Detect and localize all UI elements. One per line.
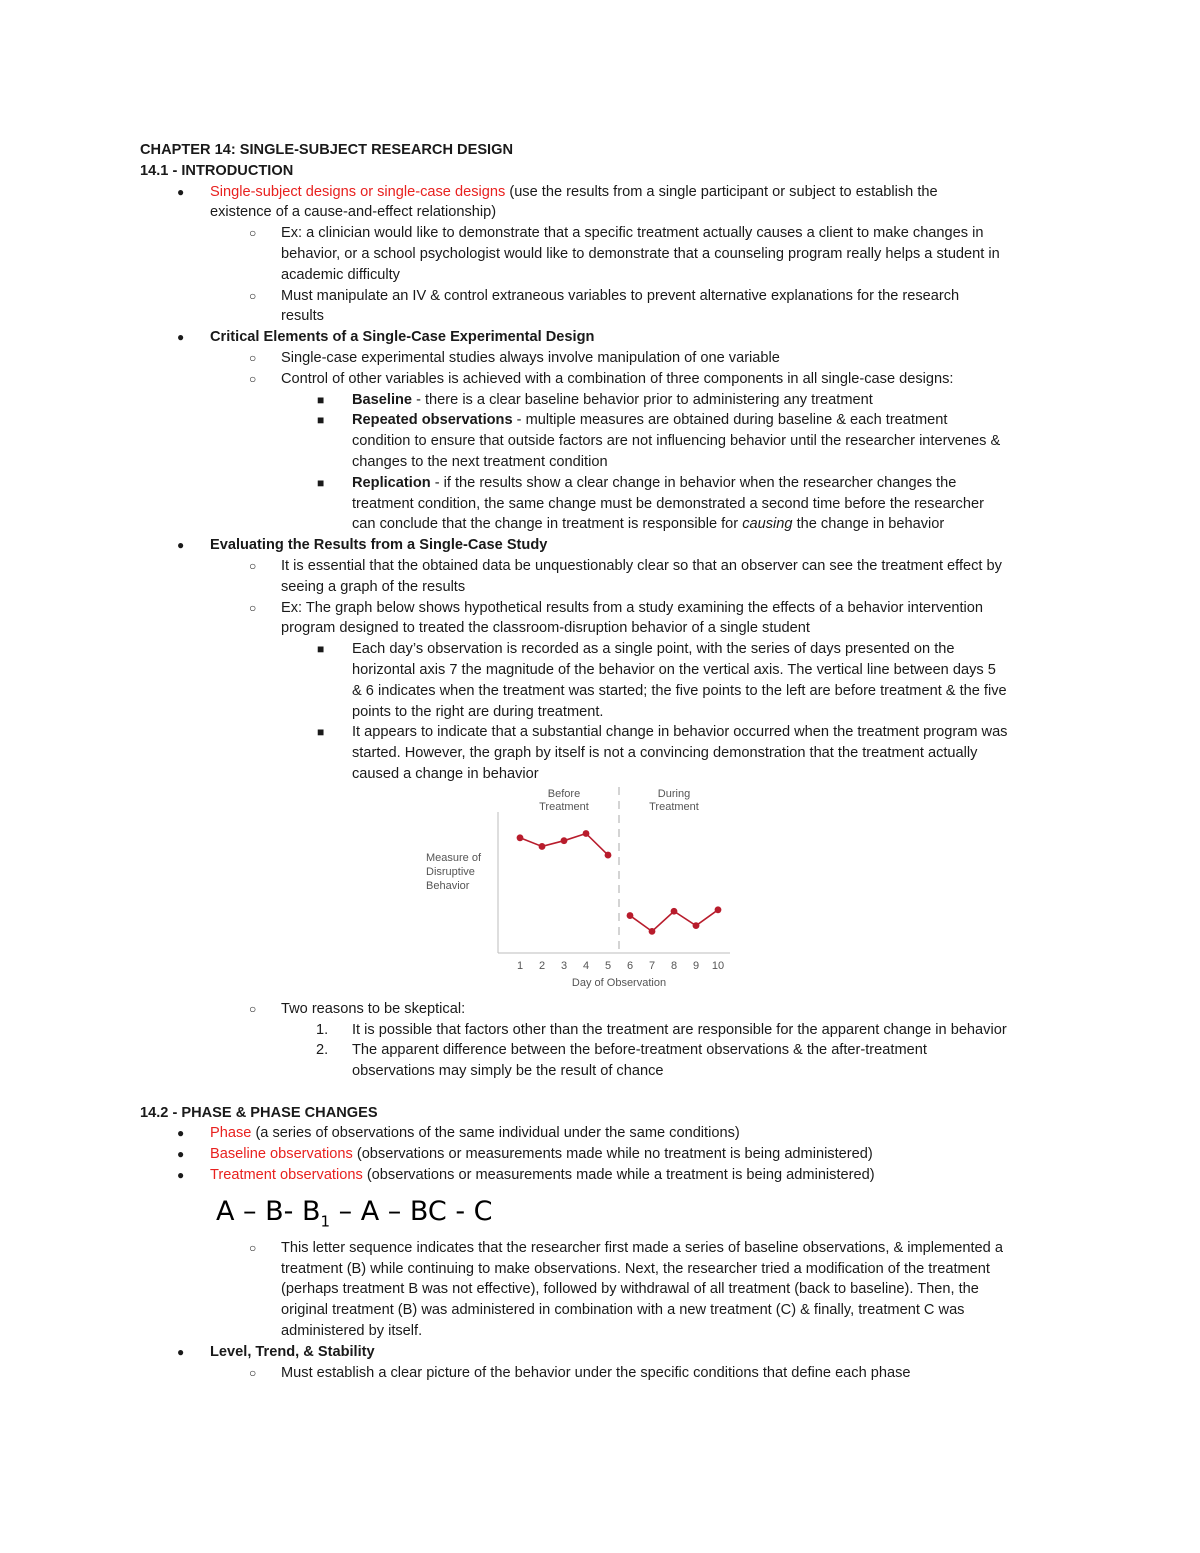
y-axis-label: Disruptive <box>426 865 475 878</box>
chapter-title: CHAPTER 14: SINGLE-SUBJECT RESEARCH DESIGN <box>140 142 514 158</box>
x-tick-label: 4 <box>582 959 590 972</box>
list-item-continuation: seeing a graph of the results <box>281 578 466 595</box>
square-marker: ■ <box>317 413 325 428</box>
definition-text: (observations or measurements made while a treatment is being administered) <box>362 1167 875 1184</box>
x-tick-label: 2 <box>538 959 546 972</box>
data-point <box>715 906 722 913</box>
x-tick-label: 8 <box>670 959 678 972</box>
list-item <box>140 182 1070 203</box>
circle-marker: ○ <box>249 1001 257 1016</box>
item-text: It is essential that the obtained data be unquestionably clear so that an observer can see the treatment effect by <box>281 557 1002 574</box>
data-point <box>627 912 634 919</box>
phase-label-before: Before <box>547 787 581 800</box>
numbered-item <box>140 1020 1070 1041</box>
term-baseline-observations: Baseline observations <box>210 1146 353 1163</box>
item-text: Must manipulate an IV & control extraneous variables to prevent alternative explanations for the research <box>281 287 960 304</box>
x-tick-label: 1 <box>516 959 524 972</box>
square-marker: ■ <box>317 475 325 490</box>
document-page <box>140 140 1070 1383</box>
circle-marker: ○ <box>249 1240 257 1255</box>
circle-marker: ○ <box>249 371 257 386</box>
list-item <box>140 410 1070 431</box>
x-tick-label: 9 <box>692 959 700 972</box>
bullet-marker: ● <box>177 1147 185 1162</box>
item-text: The apparent difference between the before-treatment observations & the after-treatment <box>352 1042 927 1059</box>
list-item <box>140 348 1070 369</box>
circle-marker: ○ <box>249 350 257 365</box>
formula-subscript: 1 <box>320 1212 331 1231</box>
list-item-continuation <box>140 514 1070 535</box>
definition-text: - multiple measures are obtained during baseline & each treatment <box>512 412 948 429</box>
data-point <box>671 908 678 915</box>
phase-label-during: During <box>657 787 691 800</box>
spacer <box>140 1082 1070 1103</box>
circle-marker: ○ <box>249 1365 257 1380</box>
data-point <box>583 830 590 837</box>
list-item <box>140 722 1070 743</box>
circle-marker: ○ <box>249 226 257 241</box>
square-marker: ■ <box>317 642 325 657</box>
bullet-marker: ● <box>177 330 185 345</box>
subheading-level-trend-stability: Level, Trend, & Stability <box>210 1343 375 1360</box>
term-baseline: Baseline <box>352 391 413 408</box>
bullet-marker: ● <box>177 1168 185 1183</box>
item-number: 2. <box>316 1042 329 1059</box>
circle-marker: ○ <box>249 558 257 573</box>
formula-part: – A – BC - C <box>330 1195 493 1227</box>
list-item-continuation: results <box>281 308 324 325</box>
bullet-marker: ● <box>177 184 185 199</box>
series-line-before <box>520 833 608 855</box>
item-text: Each day’s observation is recorded as a single point, with the series of days presented on the <box>352 641 955 658</box>
formula-part: A – B- B <box>216 1195 321 1227</box>
list-item-continuation: program designed to treated the classroom-disruption behavior of a single student <box>281 620 810 637</box>
subheading-critical-elements: Critical Elements of a Single-Case Experimental Design <box>210 329 595 346</box>
phase-sequence-formula <box>140 1186 1070 1238</box>
disruptive-behavior-chart <box>280 785 725 995</box>
data-point <box>605 851 612 858</box>
list-item-continuation: treatment condition, the same change must be demonstrated a second time before the researcher <box>352 495 984 512</box>
list-item-continuation: caused a change in behavior <box>352 765 539 782</box>
square-marker: ■ <box>317 392 325 407</box>
list-item <box>140 556 1070 577</box>
x-axis-label: Day of Observation <box>571 976 667 989</box>
phase-label-during: Treatment <box>649 800 699 813</box>
list-item <box>140 327 1070 348</box>
term-single-subject-designs: Single-subject designs or single-case designs <box>210 183 506 200</box>
circle-marker: ○ <box>249 600 257 615</box>
circle-marker: ○ <box>249 288 257 303</box>
item-text: It is possible that factors other than the treatment are responsible for the apparent change in behavior <box>352 1021 1007 1038</box>
list-item-continuation: observations may simply be the result of chance <box>352 1063 664 1080</box>
item-text: This letter sequence indicates that the researcher first made a series of baseline observations, & implemented a <box>281 1239 1003 1256</box>
bullet-marker: ● <box>177 1126 185 1141</box>
definition-text: - there is a clear baseline behavior prior to administering any treatment <box>412 391 873 408</box>
example-text: Ex: a clinician would like to demonstrate that a specific treatment actually causes a client to make changes in <box>281 225 984 242</box>
data-point <box>561 837 568 844</box>
term-repeated-observations: Repeated observations <box>352 412 513 429</box>
term-phase: Phase <box>210 1125 252 1142</box>
list-item <box>140 1123 1070 1144</box>
chart-container <box>140 785 1070 999</box>
list-item-continuation: (perhaps treatment B was not effective), followed by withdrawal of all treatment (back to baseline). Then, the <box>281 1281 979 1298</box>
x-tick-label: 7 <box>648 959 656 972</box>
term-replication: Replication <box>352 474 431 491</box>
list-item-continuation: started. However, the graph by itself is not a convincing demonstration that the treatment actually <box>352 745 978 762</box>
subheading-evaluating-results: Evaluating the Results from a Single-Case Study <box>210 537 548 554</box>
data-point <box>539 843 546 850</box>
list-item-continuation: condition to ensure that outside factors are not influencing behavior until the researcher intervenes & <box>352 433 1001 450</box>
list-item-continuation: original treatment (B) was administered in combination with a new treatment (C) & finally, treatment C was <box>281 1302 965 1319</box>
text-run: can conclude that the change in treatment is responsible for <box>352 516 743 533</box>
list-item-continuation: changes to the next treatment condition <box>352 453 608 470</box>
x-tick-label: 5 <box>604 959 612 972</box>
item-text: Ex: The graph below shows hypothetical results from a study examining the effects of a behavior intervention <box>281 599 983 616</box>
list-item-continuation: horizontal axis 7 the magnitude of the behavior on the vertical axis. The vertical line between days 5 <box>352 661 996 678</box>
data-point <box>649 928 656 935</box>
data-point <box>517 834 524 841</box>
list-item-continuation: & 6 indicates when the treatment was started; the five points to the left are before treatment & the five <box>352 682 1007 699</box>
section-heading-14-1: 14.1 - INTRODUCTION <box>140 162 294 179</box>
x-tick-label: 3 <box>560 959 568 972</box>
y-axis-label: Measure of <box>426 851 482 864</box>
list-item <box>140 369 1070 390</box>
definition-text: (use the results from a single participant or subject to establish the <box>505 183 938 200</box>
list-item <box>140 1238 1070 1259</box>
x-tick-label: 10 <box>711 959 725 972</box>
list-item-continuation: behavior, or a school psychologist would like to demonstrate that a counseling program really helps a student in <box>281 245 1000 262</box>
definition-text: (observations or measurements made while no treatment is being administered) <box>352 1146 873 1163</box>
list-item-continuation: existence of a cause-and-effect relationship) <box>210 204 497 221</box>
item-text: Two reasons to be skeptical: <box>281 1000 466 1017</box>
list-item <box>140 639 1070 660</box>
x-tick-label: 6 <box>626 959 634 972</box>
bullet-marker: ● <box>177 538 185 553</box>
list-item <box>140 390 1070 411</box>
emphasis-causing: causing <box>742 516 793 533</box>
item-text: Single-case experimental studies always involve manipulation of one variable <box>281 349 780 366</box>
list-item <box>140 1342 1070 1363</box>
definition-text: (a series of observations of the same individual under the same conditions) <box>251 1125 740 1142</box>
list-item-continuation: academic difficulty <box>281 266 400 283</box>
item-text: Control of other variables is achieved with a combination of three components in all single-case designs: <box>281 370 954 387</box>
square-marker: ■ <box>317 725 325 740</box>
list-item <box>140 999 1070 1020</box>
definition-text: - if the results show a clear change in behavior when the researcher changes the <box>430 474 957 491</box>
y-axis-label: Behavior <box>426 879 470 892</box>
list-item <box>140 1165 1070 1186</box>
list-item <box>140 598 1070 619</box>
term-treatment-observations: Treatment observations <box>210 1167 363 1184</box>
list-item <box>140 223 1070 244</box>
list-item-continuation: points to the right are during treatment. <box>352 703 604 720</box>
data-point <box>693 922 700 929</box>
bullet-marker: ● <box>177 1344 185 1359</box>
item-text: Must establish a clear picture of the behavior under the specific conditions that define each phase <box>281 1364 911 1381</box>
list-item-continuation: administered by itself. <box>281 1323 423 1340</box>
list-item-continuation: treatment (B) while continuing to make observations. Next, the researcher tried a modification of the treatment <box>281 1260 990 1277</box>
list-item <box>140 535 1070 556</box>
phase-label-before: Treatment <box>539 800 589 813</box>
item-number: 1. <box>316 1021 329 1038</box>
numbered-item <box>140 1040 1070 1061</box>
list-item <box>140 286 1070 307</box>
item-text: It appears to indicate that a substantial change in behavior occurred when the treatment program was <box>352 724 1008 741</box>
list-item <box>140 1144 1070 1165</box>
section-heading-14-2: 14.2 - PHASE & PHASE CHANGES <box>140 1104 378 1121</box>
list-item <box>140 1363 1070 1384</box>
list-item <box>140 473 1070 494</box>
text-run: the change in behavior <box>792 516 945 533</box>
